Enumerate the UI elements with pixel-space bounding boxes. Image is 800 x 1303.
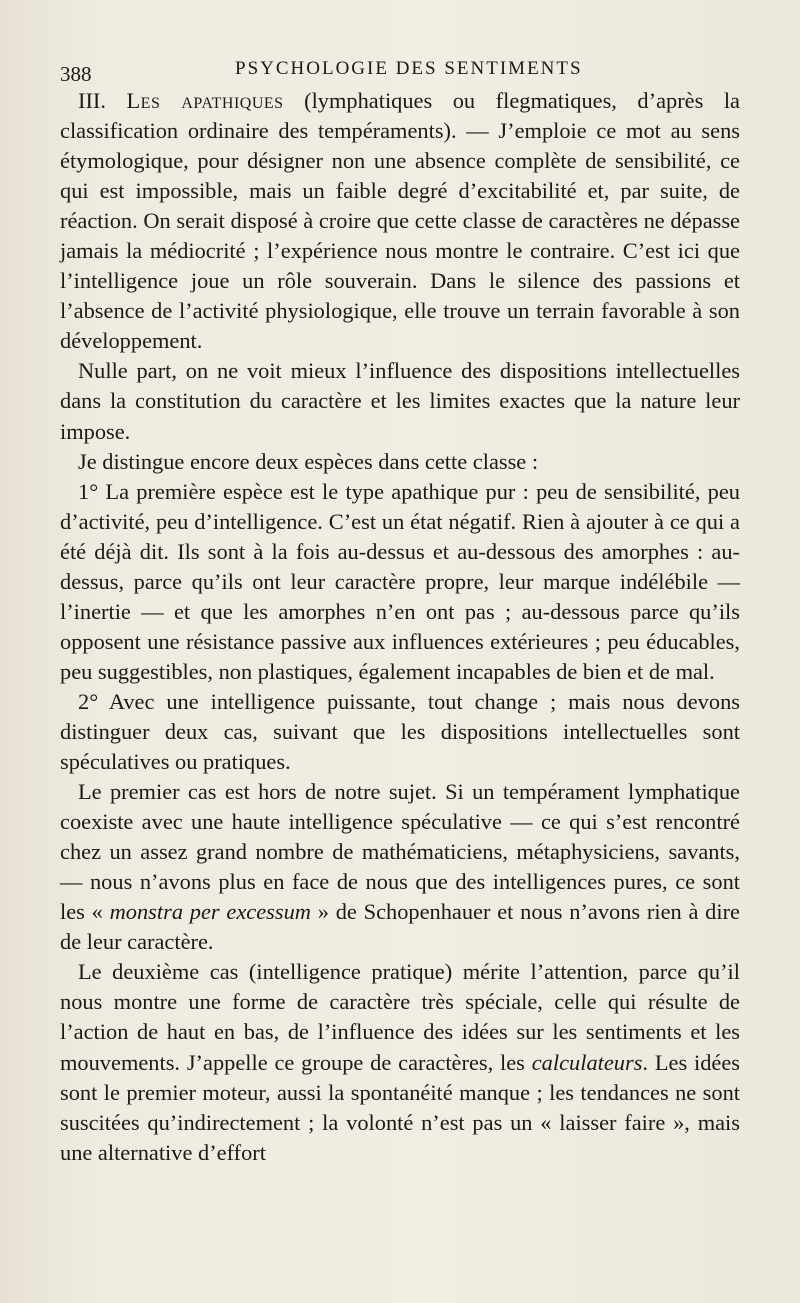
paragraph-premier-cas xyxy=(60,777,740,957)
section-numeral: III. xyxy=(78,88,106,113)
paragraph-intelligence-puissante: 2° Avec une intelligence puissante, tout change ; mais nous devons distinguer deux cas, suivant que les dispositions intellectuelles sont spéculatives ou pratiques. xyxy=(60,688,740,775)
paragraph-text: Le deuxième cas (intelligence pratique) mérite l’attention, parce qu’il nous montre une forme de caractère très spéciale, celle qui résulte de l’action de haut en bas, de l’influence des idées sur les sentiments et les mouvements. J’appelle ce groupe de caractères, les xyxy=(60,959,740,1075)
paragraph-deux-especes: Je distingue encore deux espèces dans cette classe : xyxy=(78,448,539,474)
paragraph-apathiques xyxy=(60,86,740,356)
paragraph-text: (lymphatiques ou flegmatiques, d’après la classification ordinaire des tempéraments). — J’emploie ce mot au sens étymologique, pour désigner non une absence complète de sensibilité, ce qui est impossible, mais un faible degré d’excitabilité et, par suite, de réaction. On serait disposé à croire que cette classe de caractères ne dépasse jamais la médiocrité ; l’expérience nous montre le contraire. C’est ici que l’intelligence joue un rôle souverain. Dans le silence des passions et l’absence de l’activité physiologique, elle trouve un terrain favorable à son développement. xyxy=(60,88,740,354)
paragraph-deuxieme-cas xyxy=(60,957,740,1167)
paragraph-nulle-part: Nulle part, on ne voit mieux l’influence des dispositions intellectuelles dans la constitution du caractère et les limites exactes que la nature leur impose. xyxy=(60,358,740,444)
paragraph-text: Le premier cas est hors de notre sujet. Si un tempérament lymphatique coexiste avec une haute intelligence spéculative — ce qui s’est rencontré chez un assez grand nombre de mathématiciens, métaphysiciens, savants, — nous n’avons plus en face de nous que des intelligences pures, ce sont les « xyxy=(60,779,740,925)
paragraph-text: . Les idées sont le premier moteur, aussi la spontanéité manque ; les tendances ne sont suscitées qu’indirectement ; la volonté n’est pas un « laisser faire », mais une alternative d’effort xyxy=(60,1049,740,1165)
page-number: 388 xyxy=(60,62,92,86)
paragraph-premiere-espece: 1° La première espèce est le type apathique pur : peu de sensibilité, peu d’activité, peu d’intelligence. C’est un état négatif. Rien à ajouter à ce qui a été déjà dit. Ils sont à la fois au-dessus et au-dessous des amorphes : au-dessus, parce qu’ils ont leur caractère propre, leur marque indélébile — l’inertie — et que les amorphes n’en ont pas ; au-dessous parce qu’ils opposent une résistance passive aux influences extérieures ; peu éducables, peu suggestibles, non plastiques, également incapables de bien et de mal. xyxy=(60,478,740,684)
body-text xyxy=(60,86,740,1168)
latin-phrase: monstra per excessum xyxy=(109,899,311,925)
term-calculateurs: calculateurs xyxy=(531,1049,643,1075)
page-header xyxy=(60,58,740,88)
paragraph-text: » de Schopenhauer et nous n’avons rien à dire de leur caractère. xyxy=(60,899,740,955)
running-title: PSYCHOLOGIE DES SENTIMENTS xyxy=(235,58,583,79)
section-heading: Les apathiques xyxy=(126,88,284,113)
